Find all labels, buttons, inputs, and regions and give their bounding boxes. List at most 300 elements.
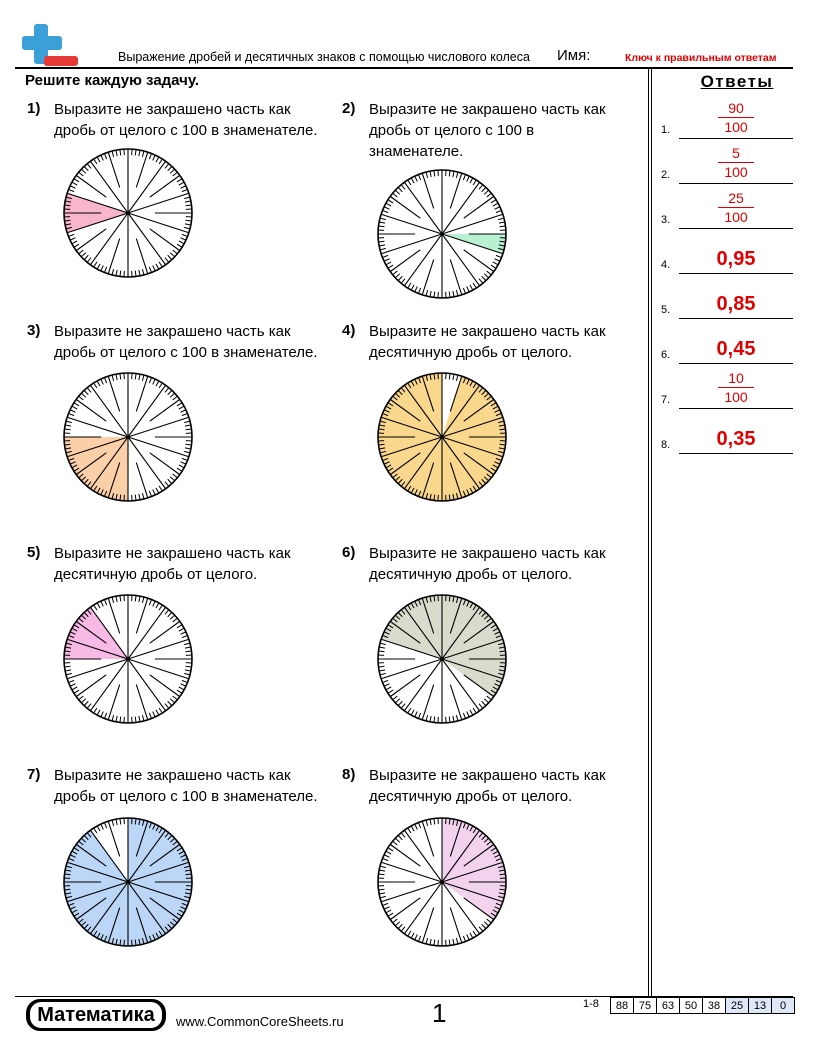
minor-tick [65,429,71,430]
minor-tick [482,276,486,280]
minor-tick [142,493,144,499]
minor-tick [395,274,399,278]
minor-tick [70,186,75,189]
half-spoke-line [136,239,147,274]
minor-tick [487,696,492,700]
minor-tick [81,699,85,703]
minor-tick [453,171,454,177]
minor-tick [170,699,174,703]
minor-tick [487,271,492,275]
score-cell: 38 [703,998,726,1014]
minor-tick [153,265,156,270]
minor-tick [156,264,159,269]
minor-tick [182,635,188,637]
half-spoke-line [150,229,180,251]
number-wheel [376,168,508,300]
minor-tick [411,285,414,290]
minor-tick [484,274,488,278]
minor-tick [177,403,182,406]
minor-tick [173,250,178,254]
minor-tick [479,185,483,190]
problem-text [369,99,606,162]
worksheet-title: Выражение дробей и десятичных знаков с помощью числового колеса [118,50,530,64]
fraction-numerator: 90 [728,100,744,116]
shaded-sector [64,437,128,501]
minor-tick [168,255,172,259]
minor-tick [156,603,159,608]
minor-tick [494,207,499,210]
minor-tick [94,159,97,164]
minor-tick [388,265,393,268]
answer-number: 3. [661,214,671,226]
score-table [610,997,795,1014]
minor-tick [84,166,88,170]
half-spoke-line [150,399,180,421]
half-spoke-line [108,598,119,633]
answer-number: 6. [661,349,671,361]
minor-tick [112,820,114,826]
minor-tick [179,241,184,244]
minor-tick [116,716,117,722]
minor-tick [456,375,458,381]
half-spoke-line [76,175,106,197]
minor-tick [384,207,389,210]
minor-tick [379,870,385,871]
spoke-line [442,214,503,234]
minor-tick [72,406,77,409]
minor-tick [185,448,191,449]
half-spoke-line [390,675,420,697]
minor-tick [79,250,84,254]
minor-tick [120,819,121,825]
spoke-line [128,659,189,679]
problem-text-line: дробь от целого с 100 в знаменателе. [54,788,318,805]
minor-tick [380,218,386,220]
minor-tick [84,255,88,259]
answer-decimal: 0,85 [716,293,756,315]
minor-tick [66,673,72,675]
problem-number: 4) [342,322,356,339]
minor-tick [185,670,191,671]
minor-tick [379,889,385,890]
spoke-line [90,385,128,437]
problem-number: 1) [27,100,41,117]
minor-tick [159,486,162,491]
fraction-denominator: 100 [724,164,748,180]
minor-tick [186,444,192,445]
minor-tick [170,393,174,397]
minor-tick [116,270,117,276]
minor-tick [482,701,486,705]
answer-key-label: Ключ к правильным ответам [625,52,777,64]
minor-tick [415,824,418,829]
minor-tick [139,374,140,380]
minor-tick [173,696,178,700]
minor-tick [430,291,431,297]
problem-text-line: десятичную дробь от целого. [369,788,573,805]
minor-tick [168,612,172,616]
minor-tick [463,174,465,180]
half-spoke-line [450,685,461,720]
minor-tick [74,403,79,406]
problem-number: 2) [342,100,356,117]
answer-fraction [679,189,793,226]
minor-tick [487,193,492,197]
minor-tick [68,189,74,191]
answer-line [679,273,793,274]
minor-tick [72,182,77,185]
answer-decimal: 0,45 [716,338,756,360]
spoke-line [128,161,166,213]
problem-text [369,321,606,363]
spoke-line [381,659,442,679]
minor-tick [179,687,184,690]
minor-tick [153,601,156,606]
answer-line [679,228,793,229]
minor-tick [153,379,156,384]
minor-tick [66,421,72,423]
minor-tick [168,701,172,705]
minor-tick [426,715,428,721]
score-cell: 50 [680,998,703,1014]
minor-tick [453,291,454,297]
minor-tick [470,178,473,183]
number-wheel [62,816,194,948]
minor-tick [467,711,470,716]
minor-tick [384,907,389,910]
minor-tick [156,157,159,162]
minor-tick [430,819,431,825]
minor-tick [379,874,385,875]
minor-tick [380,248,386,250]
answers-column-divider [648,67,652,997]
minor-tick [398,701,402,705]
half-spoke-line [136,152,147,187]
answer-line [679,138,793,139]
minor-tick [484,699,488,703]
minor-tick [449,940,450,946]
minor-tick [180,632,185,635]
half-spoke-line [108,152,119,187]
minor-tick [65,425,71,426]
minor-tick [401,279,405,284]
minor-tick [418,822,420,828]
minor-tick [142,151,144,157]
minor-tick [487,919,492,923]
half-spoke-line [422,908,433,943]
minor-tick [165,610,169,615]
minor-tick [173,396,178,400]
minor-tick [97,264,100,269]
minor-tick [395,699,399,703]
minor-tick [101,265,104,270]
minor-tick [184,673,190,675]
minor-tick [185,224,191,225]
minor-tick [149,599,151,605]
minor-tick [479,279,483,284]
minor-tick [182,413,188,415]
half-spoke-line [422,685,433,720]
minor-tick [104,822,106,828]
answer-number: 4. [661,259,671,271]
minor-tick [120,374,121,380]
minor-tick [499,222,505,223]
number-wheel [376,593,508,725]
minor-tick [184,421,190,423]
spoke-line [90,659,128,711]
number-wheel [376,371,508,503]
minor-tick [496,210,502,212]
half-spoke-line [108,376,119,411]
score-row [611,998,795,1014]
minor-tick [165,258,169,263]
minor-tick [177,179,182,182]
minor-tick [116,596,117,602]
minor-tick [101,379,104,384]
minor-tick [74,690,79,693]
problem-text-line: дробь от целого с 100 в [369,122,535,139]
minor-tick [456,290,458,296]
minor-tick [170,253,174,257]
minor-tick [84,701,88,705]
minor-tick [380,866,386,868]
minor-tick [74,179,79,182]
answer-number: 5. [661,304,671,316]
minor-tick [388,913,393,916]
minor-tick [484,922,488,926]
minor-tick [380,673,386,675]
fraction-numerator: 25 [728,190,744,206]
problem-number: 5) [27,544,41,561]
answer-number: 1. [661,124,671,136]
problem-number: 3) [27,322,41,339]
minor-tick [393,841,398,845]
minor-tick [449,292,450,298]
minor-tick [395,922,399,926]
minor-tick [142,269,144,275]
minor-tick [101,601,104,606]
spoke-line [128,659,166,711]
minor-tick [470,933,473,938]
minor-tick [500,226,506,227]
minor-tick [491,200,496,203]
answer-fraction [679,99,793,136]
minor-tick [388,690,393,693]
spoke-line [128,213,189,233]
minor-tick [135,596,136,602]
minor-tick [177,690,182,693]
logo-plus-minus-icon [20,22,80,70]
minor-tick [398,924,402,928]
minor-tick [382,858,388,860]
minor-tick [173,172,178,176]
minor-tick [380,896,386,898]
minor-tick [112,715,114,721]
problem-text-line: Выразите не закрашено часть как [369,767,606,784]
minor-tick [180,186,185,189]
minor-tick [418,174,420,180]
minor-tick [491,265,496,268]
minor-tick [184,197,190,199]
minor-tick [411,710,414,715]
minor-tick [184,451,190,453]
minor-tick [467,176,470,181]
minor-tick [408,828,411,833]
minor-tick [415,934,418,939]
minor-tick [415,711,418,716]
page-number: 1 [432,998,447,1028]
minor-tick [380,643,386,645]
half-spoke-line [136,376,147,411]
spoke-line [128,417,189,437]
problem-text-line: десятичную дробь от целого. [54,566,258,583]
spoke-line [442,182,480,234]
half-spoke-line [108,685,119,720]
minor-tick [386,851,391,854]
answer-fraction [679,144,793,181]
spoke-line [128,437,189,457]
answer-line [679,363,793,364]
minor-tick [473,283,476,288]
number-wheel [376,816,508,948]
minor-tick [494,259,499,262]
minor-tick [379,651,385,652]
name-label: Имя: [557,47,591,64]
minor-tick [68,234,74,236]
minor-tick [484,190,488,194]
minor-tick [135,271,136,277]
minor-tick [388,848,393,851]
minor-tick [456,715,458,721]
minor-tick [418,713,420,719]
fraction-denominator: 100 [724,389,748,405]
minor-tick [186,429,192,430]
minor-tick [101,155,104,160]
minor-tick [415,286,418,291]
answer-decimal: 0,35 [716,428,756,450]
minor-tick [398,276,402,280]
spoke-line [128,193,189,213]
minor-tick [104,267,106,273]
minor-tick [159,262,162,267]
half-spoke-line [422,173,433,208]
score-cell: 0 [772,998,795,1014]
minor-tick [173,474,178,478]
minor-tick [185,425,191,426]
minor-tick [104,377,106,383]
minor-tick [379,245,385,246]
minor-tick [449,717,450,723]
minor-tick [449,374,450,380]
score-cell: 25 [726,998,749,1014]
minor-tick [120,717,121,723]
minor-tick [395,190,399,194]
minor-tick [70,410,75,413]
minor-tick [395,838,399,842]
minor-tick [186,666,192,667]
minor-tick [463,713,465,719]
minor-tick [384,684,389,687]
minor-tick [379,222,385,223]
problem-text [369,543,606,585]
spoke-line [404,882,442,934]
number-wheel [62,147,194,279]
minor-tick [165,164,169,169]
minor-tick [173,618,178,622]
minor-tick [185,201,191,202]
problem-text-line: десятичную дробь от целого. [369,344,573,361]
minor-tick [426,938,428,944]
half-spoke-line [390,898,420,920]
minor-tick [463,936,465,942]
minor-tick [482,187,486,191]
minor-tick [398,187,402,191]
minor-tick [116,374,117,380]
half-spoke-line [76,399,106,421]
answer-line [679,453,793,454]
spoke-line [128,639,189,659]
answer-number: 7. [661,394,671,406]
minor-tick [159,605,162,610]
minor-tick [408,180,411,185]
spoke-line [404,830,442,882]
minor-tick [170,615,174,619]
minor-tick [65,666,71,667]
header-divider [15,67,793,69]
minor-tick [379,893,385,894]
answer-line [679,183,793,184]
minor-tick [142,715,144,721]
minor-tick [94,262,97,267]
minor-tick [165,388,169,393]
minor-tick [493,203,498,206]
minor-tick [463,288,465,294]
fraction-denominator: 100 [724,119,748,135]
minor-tick [479,704,483,709]
minor-tick [120,596,121,602]
minor-tick [94,383,97,388]
minor-tick [120,150,121,156]
minor-tick [159,159,162,164]
minor-tick [434,717,435,723]
minor-tick [434,819,435,825]
minor-tick [139,150,140,156]
answer-line [679,318,793,319]
half-spoke-line [464,250,494,272]
minor-tick [81,169,85,173]
minor-tick [177,625,182,628]
minor-tick [384,259,389,262]
minor-tick [165,482,169,487]
minor-tick [72,241,77,244]
half-spoke-line [390,844,420,866]
minor-tick [81,253,85,257]
minor-tick [182,458,188,460]
minor-tick [142,597,144,603]
minor-tick [479,927,483,932]
spoke-line [128,607,166,659]
half-spoke-line [108,821,119,856]
minor-tick [467,286,470,291]
number-wheel [62,593,194,725]
minor-tick [97,826,100,831]
minor-tick [379,226,385,227]
minor-tick [168,479,172,483]
minor-tick [65,670,71,671]
minor-tick [70,684,75,687]
minor-tick [398,835,402,839]
minor-tick [180,462,185,465]
